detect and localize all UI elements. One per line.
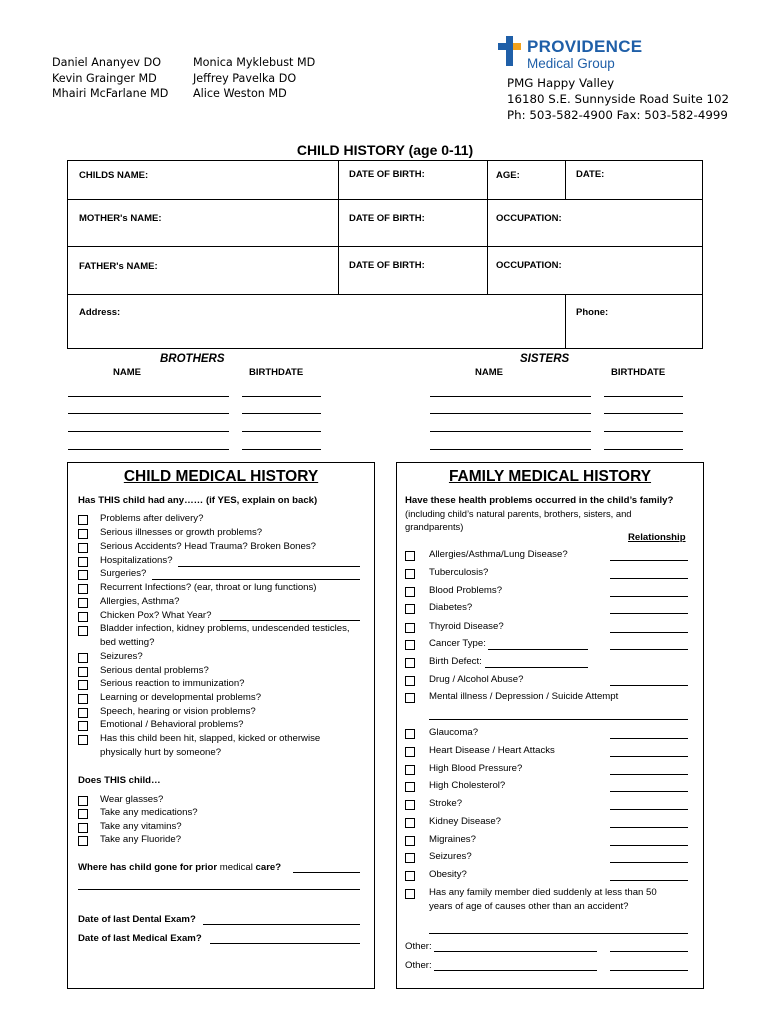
sisters-heading: SISTERS [520,353,570,365]
list-item: Glaucoma? [429,727,479,738]
checkbox[interactable] [405,853,415,863]
relationship-field[interactable] [610,809,688,810]
relationship-field[interactable] [610,685,688,686]
brother-name-field[interactable] [68,396,229,397]
childs-name-label: CHILDS NAME: [79,170,149,181]
list-item: Stroke? [429,798,463,809]
list-item: Has any family member died suddenly at less than 50 [429,887,657,898]
child-history-title: CHILD MEDICAL HISTORY [123,468,319,485]
checkbox[interactable] [405,729,415,739]
fathers-name-label: FATHER's NAME: [79,261,158,272]
checkbox[interactable] [78,570,88,580]
phone-label: Phone: [576,307,609,318]
checkbox[interactable] [78,708,88,718]
checkbox[interactable] [405,569,415,579]
list-item: Wear glasses? [100,794,164,805]
relationship-heading: Relationship [628,532,686,543]
list-item: Take any medications? [100,807,198,818]
other-relationship-field[interactable] [610,970,688,971]
brothers-birthdate-col: BIRTHDATE [249,367,304,378]
checkbox[interactable] [405,889,415,899]
doctor-name: Alice Weston MD [193,87,287,100]
checkbox[interactable] [78,721,88,731]
clinic-name: PMG Happy Valley [507,76,615,90]
list-item: Serious illnesses or growth problems? [100,527,263,538]
list-item: Allergies, Asthma? [100,596,180,607]
hospitalizations-field[interactable] [178,566,360,567]
cross-icon [498,36,522,66]
checkbox[interactable] [78,598,88,608]
list-item: Recurrent Infections? (ear, throat or lung functions) [100,582,317,593]
checkbox[interactable] [405,800,415,810]
does-child-question: Does THIS child… [78,775,161,786]
list-item: Drug / Alcohol Abuse? [429,674,524,685]
doctor-name: Kevin Grainger MD [52,71,157,85]
birth-defect-field[interactable] [485,667,588,668]
note-line: (including child’s natural parents, brothers, sisters, and [405,508,632,519]
checkbox[interactable] [405,623,415,633]
list-item: Cancer Type: [429,638,486,649]
relationship-field[interactable] [610,649,688,650]
brother-name-field[interactable] [68,449,229,450]
list-item: Diabetes? [429,602,473,613]
checkbox[interactable] [405,604,415,614]
mothers-name-label: MOTHER's NAME: [79,213,162,224]
checkbox[interactable] [405,658,415,668]
checkbox[interactable] [78,612,88,622]
list-item: Surgeries? [100,568,147,579]
clinic-street: 16180 S.E. Sunnyside Road Suite 102 [507,92,730,106]
sister-name-field[interactable] [430,413,591,414]
checkbox[interactable] [78,836,88,846]
list-item: High Blood Pressure? [429,763,523,774]
mother-dob-label: DATE OF BIRTH: [349,213,425,224]
checkbox[interactable] [78,543,88,553]
checkbox[interactable] [405,747,415,757]
brother-birthdate-field[interactable] [242,413,321,414]
list-item-continued: physically hurt by someone? [100,747,222,758]
prior-care-field[interactable] [293,872,360,873]
checkbox[interactable] [78,796,88,806]
relationship-field[interactable] [610,880,688,881]
list-item: Learning or developmental problems? [100,692,262,703]
relationship-field[interactable] [610,632,688,633]
relationship-field[interactable] [610,774,688,775]
medical-exam-field[interactable] [210,943,360,944]
checkbox[interactable] [405,818,415,828]
medical-exam-label: Date of last Medical Exam? [78,933,202,944]
mental-illness-field[interactable] [429,719,688,720]
relationship-field[interactable] [610,791,688,792]
checkbox[interactable] [78,584,88,594]
relationship-field[interactable] [610,845,688,846]
other-relationship-field[interactable] [610,951,688,952]
list-item: Kidney Disease? [429,816,501,827]
prior-care-field-2[interactable] [78,889,360,890]
checkbox[interactable] [78,735,88,745]
list-item: Seizures? [429,851,472,862]
list-item: Mental illness / Depression / Suicide Attempt [429,691,619,702]
brother-name-field[interactable] [68,413,229,414]
list-item: Heart Disease / Heart Attacks [429,745,555,756]
doctor-list-1 [52,55,168,102]
relationship-field[interactable] [610,596,688,597]
checkbox[interactable] [405,587,415,597]
other-label: Other: [405,941,432,952]
child-history-question: Has THIS child had any…… (if YES, explain on back) [78,495,318,506]
checkbox[interactable] [78,680,88,690]
date-label: DATE: [576,169,605,180]
checkbox[interactable] [405,765,415,775]
checkbox[interactable] [78,823,88,833]
checkbox[interactable] [78,515,88,525]
doctor-name: Monica Myklebust MD [193,56,316,69]
other-field[interactable] [434,970,597,971]
checkbox[interactable] [405,836,415,846]
checkbox[interactable] [405,693,415,703]
logo-name: PROVIDENCE [527,37,643,56]
list-item: Serious Accidents? Head Trauma? Broken Bones? [100,541,316,552]
cancer-type-field[interactable] [488,649,588,650]
sister-birthdate-field[interactable] [604,431,683,432]
sisters-birthdate-col: BIRTHDATE [611,367,666,378]
checkbox[interactable] [405,640,415,650]
chicken-pox-year-field[interactable] [220,620,360,621]
dental-exam-field[interactable] [203,924,360,925]
doctor-name: Daniel Ananyev DO [52,56,162,69]
prior-care-question [78,861,281,875]
list-item: Allergies/Asthma/Lung Disease? [429,549,568,560]
list-item: Birth Defect: [429,656,482,667]
surgeries-field[interactable] [152,579,360,580]
sister-name-field[interactable] [430,449,591,450]
checkbox[interactable] [78,667,88,677]
relationship-field[interactable] [610,827,688,828]
prior-care-text: care? [255,862,282,873]
father-occupation-label: OCCUPATION: [496,260,562,271]
family-history-question: Have these health problems occurred in the child’s family? [405,495,674,506]
sister-name-field[interactable] [430,431,591,432]
brothers-heading: BROTHERS [160,353,225,365]
list-item: Blood Problems? [429,585,503,596]
checkbox[interactable] [78,529,88,539]
clinic-phone: Ph: 503-582-4900 Fax: 503-582-4999 [507,108,728,122]
checkbox[interactable] [78,694,88,704]
list-item-continued: years of age of causes other than an accident? [429,901,629,912]
checkbox[interactable] [78,626,88,636]
form-title: CHILD HISTORY (age 0-11) [296,142,474,158]
doctor-list-2 [193,55,315,102]
doctor-name: Jeffrey Pavelka DO [193,71,297,85]
list-item: Migraines? [429,834,476,845]
clinic-address [507,75,729,123]
age-label: AGE: [496,170,520,181]
brother-name-field[interactable] [68,431,229,432]
checkbox[interactable] [405,551,415,561]
list-item: Take any Fluoride? [100,834,182,845]
list-item: Thyroid Disease? [429,621,504,632]
checkbox[interactable] [78,653,88,663]
address-label: Address: [79,307,121,318]
list-item: Serious reaction to immunization? [100,678,245,689]
brothers-name-col: NAME [113,367,141,378]
list-item-continued: bed wetting? [100,637,155,648]
list-item: Speech, hearing or vision problems? [100,706,256,717]
sister-birthdate-field[interactable] [604,413,683,414]
relationship-field[interactable] [610,578,688,579]
list-item: Obesity? [429,869,467,880]
sister-birthdate-field[interactable] [604,396,683,397]
list-item: Has this child been hit, slapped, kicked or otherwise [100,733,321,744]
list-item: Bladder infection, kidney problems, undescended testicles, [100,623,350,634]
relationship-field[interactable] [610,560,688,561]
family-history-title: FAMILY MEDICAL HISTORY [448,468,652,485]
doctor-name: Mhairi McFarlane MD [52,87,169,100]
checkbox[interactable] [405,676,415,686]
brother-birthdate-field[interactable] [242,431,321,432]
relationship-field[interactable] [610,756,688,757]
prior-care-text: Where has child gone for prior [78,862,218,873]
dob-label: DATE OF BIRTH: [349,169,425,180]
sister-birthdate-field[interactable] [604,449,683,450]
mother-occupation-label: OCCUPATION: [496,213,562,224]
note-line: grandparents) [405,520,464,532]
brother-birthdate-field[interactable] [242,449,321,450]
list-item: High Cholesterol? [429,780,506,791]
other-field[interactable] [434,951,597,952]
list-item: Chicken Pox? What Year? [100,610,212,621]
checkbox[interactable] [78,809,88,819]
checkbox[interactable] [405,871,415,881]
list-item: Take any vitamins? [100,821,182,832]
other-label: Other: [405,960,432,971]
list-item: Tuberculosis? [429,567,489,578]
father-dob-label: DATE OF BIRTH: [349,260,425,271]
dental-exam-label: Date of last Dental Exam? [78,914,196,925]
sister-name-field[interactable] [430,396,591,397]
list-item: Serious dental problems? [100,665,209,676]
checkbox[interactable] [405,782,415,792]
relationship-field[interactable] [610,862,688,863]
list-item: Problems after delivery? [100,513,204,524]
died-suddenly-field[interactable] [429,933,688,934]
list-item: Hospitalizations? [100,555,173,566]
logo-subtitle: Medical Group [527,56,615,71]
list-item: Seizures? [100,651,143,662]
prior-care-text: medical [219,862,253,873]
checkbox[interactable] [78,557,88,567]
family-history-note [405,508,632,533]
relationship-field[interactable] [610,738,688,739]
brother-birthdate-field[interactable] [242,396,321,397]
relationship-field[interactable] [610,613,688,614]
sisters-name-col: NAME [475,367,503,378]
list-item: Emotional / Behavioral problems? [100,719,244,730]
